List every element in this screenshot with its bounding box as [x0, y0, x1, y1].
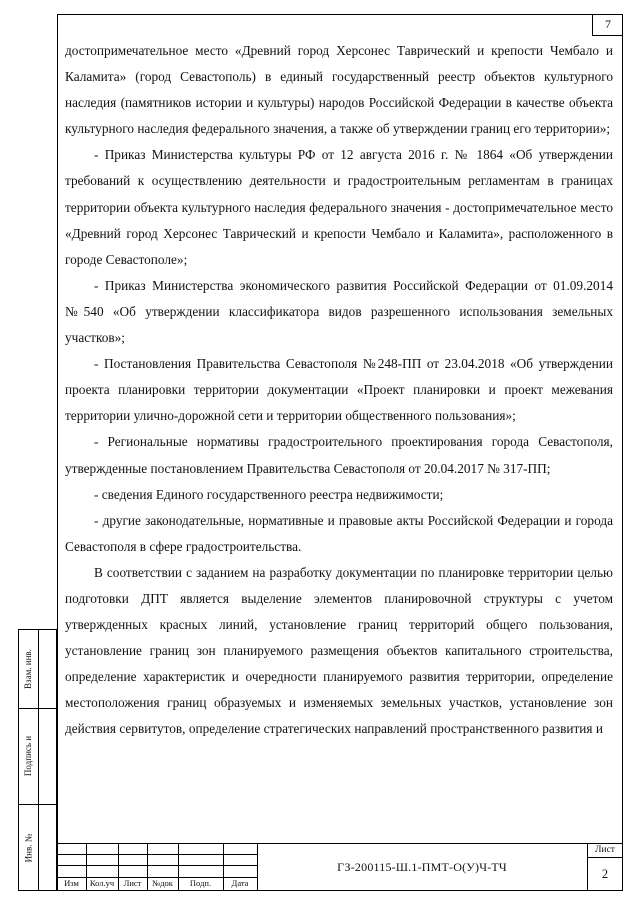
title-block-row-line [57, 854, 257, 855]
title-block [57, 843, 623, 891]
document-code: ГЗ-200115-Ш.1-ПМТ-О(У)Ч-ТЧ [337, 859, 507, 874]
title-block-row-line [57, 865, 257, 866]
paragraph: - Приказ Министерства культуры РФ от 12 августа 2016 г. № 1864 «Об утверждении требований к осуществлению деятельности и градостроительным регламентам в границах территории объекта культурного наследия федерального значения - достопримечательное место «Древний город Херсонес Таврический и крепости Чембало и Каламита», расположенного в городе Севастополе»; [65, 147, 613, 267]
side-stamp-inv [18, 804, 38, 891]
header-list: Лист [123, 878, 142, 888]
side-stamp-vzam-label: Взам. инв. [23, 648, 34, 689]
side-stamp-podpis-label: Подпись и [23, 735, 33, 777]
side-stamp-vzam [18, 629, 38, 708]
side-stamp [18, 629, 57, 891]
sheet-label: Лист [595, 845, 615, 855]
paragraph: достопримечательное место «Древний город Херсонес Таврический и крепости Чембало и Каламита» (город Севастополь) в единый государственный реестр объектов культурного наследия (памятников истории и культуры) народов Российской Федерации в качестве объекта культурного наследия федерального значения, а также об утверждении границ его территории»; [65, 43, 613, 137]
paragraph: - Региональные нормативы градостроительного проектирования города Севастополя, утвержденные постановлением Правительства Севастополя от 20.04.2017 № 317-ПП; [65, 434, 613, 476]
header-n-dok: №док [152, 878, 173, 888]
header-izm: Изм [64, 878, 79, 888]
paragraph: - Постановления Правительства Севастополя №248-ПП от 23.04.2018 «Об утверждении проекта планировки территории документации «Проект планировки и проект межевания территории улично-дорожной сети и территории общественного пользования»; [65, 356, 613, 424]
paragraph: - сведения Единого государственного реестра недвижимости; [94, 486, 444, 502]
header-data: Дата [231, 878, 249, 888]
document-body [65, 38, 613, 743]
header-kol-uch: Кол.уч [89, 878, 115, 888]
paragraph: В соответствии с заданием на разработку документации по планировке территории целью подготовки ДПТ является выделение элементов планировочной структуры с учетом утвержденных красных линий, установление границ территорий общего пользования, установление границ зон планируемого размещения объектов капитального строительства, определение характеристик и очередности планируемого развития территории, определение местоположения границ образуемых и изменяемых земельных участков, установление зон действия сервитутов, определение стратегических направлений пространственного развития и [65, 564, 613, 737]
side-stamp-inv-label: Инв. № [23, 833, 33, 862]
side-stamp-podpis [18, 708, 38, 804]
header-podp: Подп. [189, 878, 212, 888]
side-stamp-value-column [38, 629, 57, 891]
sheet-number-top: 7 [592, 14, 623, 36]
paragraph: - другие законодательные, нормативные и правовые акты Российской Федерации и города Севастополя в сфере градостроительства. [65, 512, 613, 554]
paragraph: - Приказ Министерства экономического развития Российской Федерации от 01.09.2014 №540 «Об утверждении классификатора видов разрешенного использования земельных участков»; [65, 277, 613, 346]
sheet-number: 2 [601, 866, 609, 881]
